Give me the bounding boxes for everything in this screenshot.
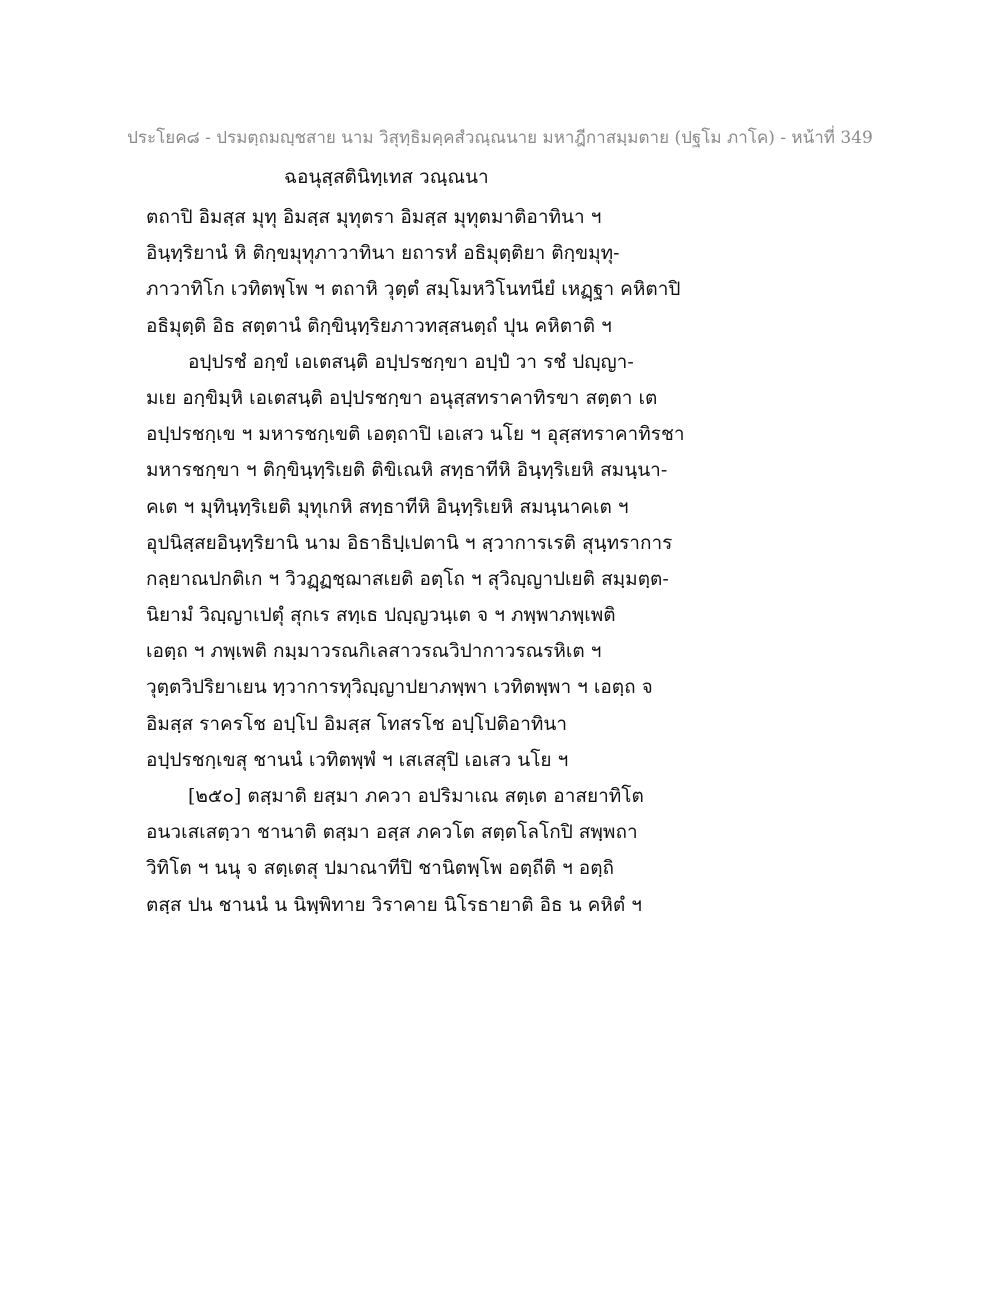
body-text (146, 199, 866, 923)
text-line: อธิมุตฺติ อิธ สตฺตานํ ติกฺขินฺทฺริยภาวทสฺสนตฺถํ ปุน คหิตาติ ฯ (146, 314, 612, 337)
text-line: อปฺปรชกฺเข ฯ มหารชกฺเขติ เอตฺถาปิ เอเสว นโย ฯ อุสฺสทราคาทิรชา (146, 423, 685, 446)
text-line: คเต ฯ มุทินฺทฺริเยติ มุทุเกหิ สทฺธาทีหิ อินฺทฺริเยหิ สมนฺนาคเต ฯ (146, 495, 629, 518)
text-line: ตสฺส ปน ชานนํ น นิพฺพิทาย วิราคาย นิโรธายาติ อิธ น คหิตํ ฯ (146, 893, 642, 916)
text-line: ภาวาทิโก เวทิตพฺโพ ฯ ตถาหิ วุตฺตํ สมฺโมหวิโนทนียํ เหฏฺฐา คหิตาปิ (146, 278, 681, 301)
running-header: ประโยค๘ - ปรมตฺถมญฺชสาย นาม วิสุทฺธิมคฺคสํวณฺณนาย มหาฎีกาสมฺมตาย (ปฐโม ภาโค) - หน้าที่ 349 (127, 128, 873, 148)
text-line: กลฺยาณปกติเก ฯ วิวฏฺฏชฺฌาสเยติ อตฺโถ ฯ สุวิญฺญาปเยติ สมฺมตฺต- (146, 567, 669, 590)
paragraph-start-line: [๒๕๐] ตสฺมาติ ยสฺมา ภควา อปริมาเณ สตฺเต อาสยาทิโต (188, 785, 644, 807)
text-line: วุตฺตวิปริยาเยน ทฺวาการทุวิญฺญาปยาภพฺพา เวทิตพฺพา ฯ เอตฺถ จ (146, 676, 653, 699)
text-line: อุปนิสฺสยอินฺทฺริยานิ นาม อิธาธิปฺเปตานิ ฯ สฺวาการเรติ สุนฺทราการ (146, 531, 673, 554)
paragraph-start-line: อปฺปรชํ อกฺขํ เอเตสนฺติ อปฺปรชกฺขา อปฺปํ วา รชํ ปญฺญา- (188, 350, 634, 373)
text-line: มเย อกฺขิมฺหิ เอเตสนฺติ อปฺปรชกฺขา อนุสฺสทราคาทิรขา สตฺตา เต (146, 386, 658, 409)
section-heading: ฉอนุสฺสตินิทฺเทส วณฺณนา (284, 166, 489, 188)
text-line: อปฺปรชกฺเขสุ ชานนํ เวทิตพฺพํ ฯ เสเสสุปิ เอเสว นโย ฯ (146, 748, 569, 771)
text-line: วิทิโต ฯ นนุ จ สตฺเตสุ ปมาณาทีปิ ชานิตพฺโพ อตฺถีติ ฯ อตฺถิ (146, 857, 615, 880)
text-line: มหารชกฺขา ฯ ติกฺขินฺทฺริเยติ ติขิเณหิ สทฺธาทีหิ อินฺทฺริเยหิ สมนฺนา- (146, 459, 668, 482)
text-line: เอตฺถ ฯ ภพฺเพติ กมฺมาวรณกิเลสาวรณวิปากาวรณรหิเต ฯ (146, 640, 602, 663)
text-line: อิมสฺส ราครโช อปฺโป อิมสฺส โทสรโช อปฺโปติอาทินา (146, 712, 568, 735)
text-line: ตถาปิ อิมสฺส มุทุ อิมสฺส มุทุตรา อิมสฺส มุทุตมาติอาทินา ฯ (146, 206, 602, 228)
text-line: อินฺทฺริยานํ หิ ติกฺขมุทุภาวาทินา ยถารหํ อธิมุตฺติยา ติกฺขมุทุ- (146, 242, 620, 265)
text-line: นิยามํ วิญฺญาเปตุํ สุกเร สทฺเธ ปญฺญวนฺเต จ ฯ ภพฺพาภพฺเพติ (146, 604, 616, 627)
text-line: อนวเสเสตฺวา ชานาติ ตสฺมา อสฺส ภควโต สตฺตโลโกปิ สพฺพถา (146, 821, 638, 844)
